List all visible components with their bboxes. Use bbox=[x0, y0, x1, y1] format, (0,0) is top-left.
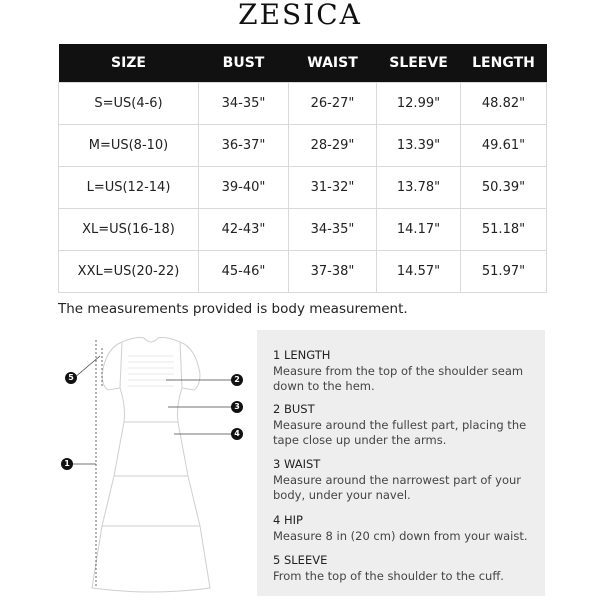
table-cell: S=US(4-6) bbox=[59, 83, 199, 125]
table-cell: 37-38" bbox=[289, 251, 377, 293]
table-cell: 13.78" bbox=[377, 167, 461, 209]
table-row bbox=[59, 251, 547, 293]
guide-title: 4 HIP bbox=[273, 513, 303, 527]
dress-measurement-figure bbox=[56, 326, 252, 596]
table-cell: XXL=US(20-22) bbox=[59, 251, 199, 293]
table-cell: XL=US(16-18) bbox=[59, 209, 199, 251]
table-header-row bbox=[59, 44, 547, 83]
table-cell: 28-29" bbox=[289, 125, 377, 167]
brand-logo: ZESICA bbox=[238, 0, 362, 31]
table-cell: 12.99" bbox=[377, 83, 461, 125]
guide-sleeve bbox=[273, 553, 543, 584]
table-cell: 14.17" bbox=[377, 209, 461, 251]
guide-desc: Measure around the narrowest part of your body, under your navel. bbox=[273, 473, 521, 502]
marker-3-icon: 3 bbox=[231, 401, 243, 413]
guide-title: 3 WAIST bbox=[273, 457, 321, 471]
table-cell: 14.57" bbox=[377, 251, 461, 293]
header-waist: WAIST bbox=[289, 44, 377, 83]
marker-5-icon: 5 bbox=[65, 372, 77, 384]
table-row bbox=[59, 125, 547, 167]
guide-desc: Measure around the fullest part, placing the tape close up under the arms. bbox=[273, 418, 527, 447]
guide-title: 5 SLEEVE bbox=[273, 553, 328, 567]
table-cell: 49.61" bbox=[461, 125, 547, 167]
guide-title: 2 BUST bbox=[273, 402, 315, 416]
dress-icon bbox=[92, 338, 210, 593]
table-row bbox=[59, 209, 547, 251]
table-cell: 34-35" bbox=[289, 209, 377, 251]
table-cell: 39-40" bbox=[199, 167, 289, 209]
table-row bbox=[59, 83, 547, 125]
guide-length bbox=[273, 348, 543, 394]
guide-title: 1 LENGTH bbox=[273, 348, 331, 362]
guide-bust bbox=[273, 402, 543, 448]
table-cell: L=US(12-14) bbox=[59, 167, 199, 209]
header-length: LENGTH bbox=[461, 44, 547, 83]
table-cell: 13.39" bbox=[377, 125, 461, 167]
table-cell: 34-35" bbox=[199, 83, 289, 125]
header-bust: BUST bbox=[199, 44, 289, 83]
header-size: SIZE bbox=[59, 44, 199, 83]
table-cell: 51.18" bbox=[461, 209, 547, 251]
guide-hip bbox=[273, 513, 543, 544]
table-cell: 45-46" bbox=[199, 251, 289, 293]
marker-1-icon: 1 bbox=[61, 458, 73, 470]
table-cell: 26-27" bbox=[289, 83, 377, 125]
guide-desc: Measure 8 in (20 cm) down from your waist. bbox=[273, 529, 528, 543]
table-cell: 42-43" bbox=[199, 209, 289, 251]
guide-desc: From the top of the shoulder to the cuff. bbox=[273, 569, 504, 583]
measurement-note: The measurements provided is body measurement. bbox=[58, 301, 408, 317]
dress-illustration bbox=[56, 326, 252, 596]
table-cell: 51.97" bbox=[461, 251, 547, 293]
measurement-guide bbox=[257, 330, 545, 596]
marker-2-icon: 2 bbox=[231, 374, 243, 386]
table-row bbox=[59, 167, 547, 209]
header-sleeve: SLEEVE bbox=[377, 44, 461, 83]
marker-4-icon: 4 bbox=[231, 428, 243, 440]
guide-desc: Measure from the top of the shoulder seam down to the hem. bbox=[273, 364, 524, 393]
table-cell: 36-37" bbox=[199, 125, 289, 167]
table-cell: M=US(8-10) bbox=[59, 125, 199, 167]
table-cell: 48.82" bbox=[461, 83, 547, 125]
size-chart-table bbox=[58, 44, 547, 293]
table-cell: 50.39" bbox=[461, 167, 547, 209]
guide-waist bbox=[273, 457, 543, 503]
table-cell: 31-32" bbox=[289, 167, 377, 209]
